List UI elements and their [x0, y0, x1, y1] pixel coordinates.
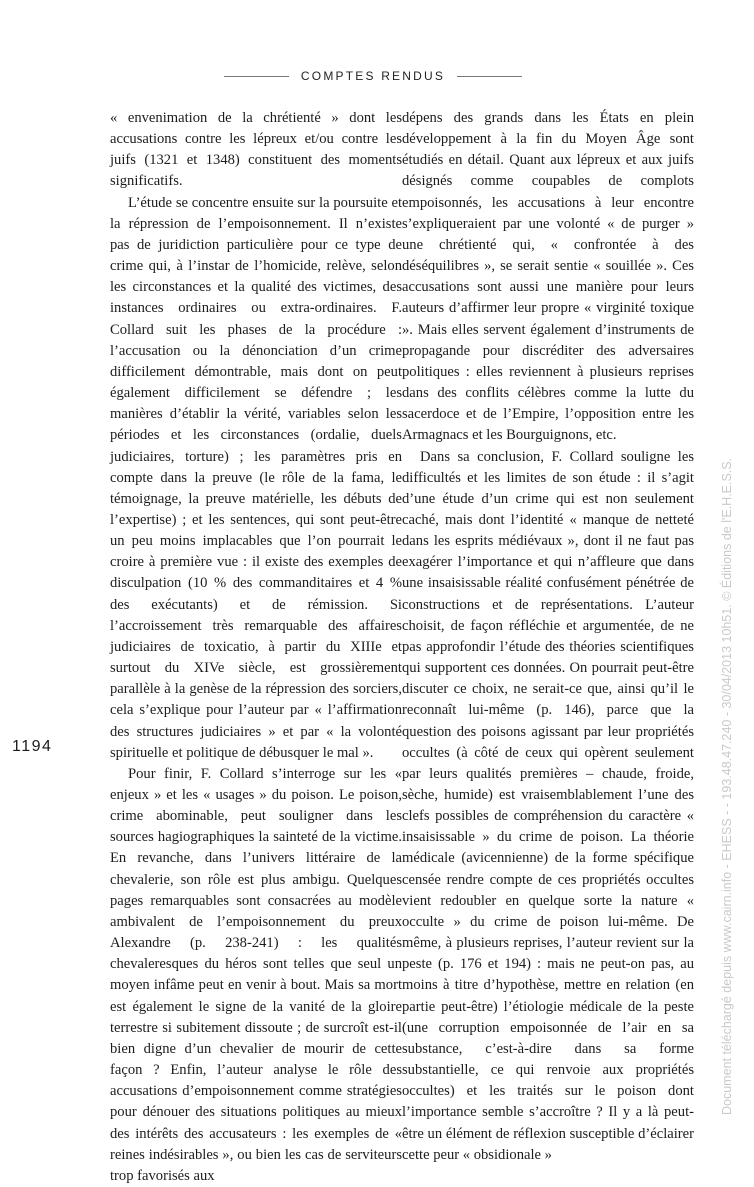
- paragraph: Dans sa conclusion, F. Collard souligne les difficultés et les limites de son étude : il s’agit d’une étude d’un crime qui est non seulement caché, mais dont l’identité « manque de netteté dans les esprits médiévaux », dont il ne faut pas exagérer l’importance et qui n’affleure que dans une insaisissable réalité confusément pénétrée de constructions et de représentations. L’auteur choisit, de façon réfléchie et argumentée, de ne pas approfondir l’étude des théories scientifiques qui supportent ces données. On pourrait peut-être discuter ce choix, ne serait-ce que, ainsi qu’il le reconnaît lui-même (p. 146), parce que la question des poisons agissant par leur propriétés occultes (à côté de ceux qui opèrent seulement par leurs qualités premières – chaude, froide, sèche, humide) est vraisemblablement l’une des clefs possibles de compréhension du caractère « insaisissable » du crime de poison. La théorie médicale (avicennienne) de la forme spécifique censée rendre compte de ces propriétés occultes vient redoubler en quelque sorte la nature « occulte » du crime de poison lui-même. De même, à plusieurs reprises, l’auteur revient sur la peste (p. 176 et 194) : mais ne peut-on pas, au moins à titre d’hypothèse, mettre en relation (en partie peut-être) l’étiologie médicale de la peste (une corruption empoisonnée de l’air en sa substance, c’est-à-dire dans sa forme substantielle, ce qui renvoie aux propriétés occultes) et les traités sur le poison dont l’importance semble s’accroître ? Il y a là peut-être un élément de réflexion susceptible d’éclairer cette peur « obsidionale »: [402, 448, 694, 1163]
- header-rule-left: [224, 76, 289, 77]
- left-column: [110, 108, 402, 1187]
- paragraph: « envenimation de la chrétienté » dont les accusations contre les lépreux et/ou contre les juifs (1321 et 1348) constituent des moments significatifs.: [110, 110, 402, 190]
- header-rule-right: [457, 76, 522, 77]
- page-number: 1194: [12, 738, 53, 755]
- paragraph: L’étude se concentre ensuite sur la poursuite et la répression de l’empoisonnement. Il n’existe pas de juridiction particulière pour ce type de crime qui, à l’instar de l’homicide, relève, selon les circonstances et la qualité des victimes, des instances ordinaires ou extra-ordinaires. F. Collard suit les phases de la procédure : l’accusation ou la dénonciation d’un crime difficilement démontrable, mais dont on peut également difficilement se défendre ; les manières d’établir la vérité, variables selon les périodes et les circonstances (ordalie, duels judiciaires, torture) ; les paramètres pris en compte dans la preuve (le rôle de la fama, le témoignage, la preuve matérielle, les débuts de l’expertise) ; et les sentences, qui sont peut-être un peu moins implacables que l’on pourrait le croire à première vue : il existe des exemples de disculpation (10 % des commanditaires et 4 % des exécutants) et de rémission. Si l’accroissement très remarquable des affaires judiciaires de toxicatio, à partir du XIIIe et surtout du XIVe siècle, est grossièrement parallèle à la genèse de la répression des sorciers, cela s’explique pour l’auteur par « l’affirmation des structures judiciaires » et par « la volonté spirituelle et politique de débusquer le mal ».: [110, 194, 402, 761]
- right-column: [402, 108, 694, 1166]
- download-watermark: Document téléchargé depuis www.cairn.info - EHESS - - 193.48.47.240 - 30/04/2013 10h51. © Éditions de l'E.H.E.S.S.: [720, 457, 734, 1115]
- section-title: COMPTES RENDUS: [300, 69, 446, 83]
- paragraph: dépens des grands dans les États en plein développement à la fin du Moyen Âge sont étudiés en détail. Quant aux lépreux et aux juifs désignés comme coupables de complots empoisonnés, les accusations à leur encontre s’expliqueraient par une volonté « de purger » une chrétienté qui, « confrontée à des déséquilibres », se serait sentie « souillée ». Ces accusations sont aussi une manière pour leurs auteurs d’affirmer leur propre « virginité toxique ». Mais elles servent également d’instruments de propagande pour discréditer des adversaires politiques : elles reviennent à plusieurs reprises dans des conflits célèbres comme la lutte du sacerdoce et de l’Empire, l’opposition entre les Armagnacs et les Bourguignons, etc.: [402, 110, 694, 444]
- paragraph: Pour finir, F. Collard s’interroge sur les « enjeux » et les « usages » du poison. Le poison, crime abominable, peut souligner dans les sources hagiographiques la sainteté de la victime. En revanche, dans l’univers littéraire de la chevalerie, son rôle est plus ambigu. Quelques pages remarquables sont consacrées au modèle ambivalent de l’empoisonnement du preux Alexandre (p. 238-241) : les qualités chevaleresques du héros sont telles que seul un moyen infâme peut en venir à bout. Mais sa mort est également le signe de la vanité de la gloire terrestre si subitement dissoute ; de surcroît est-il bien digne d’un chevalier de mourir de cette façon ? Enfin, l’auteur analyse le rôle des accusations d’empoisonnement comme stratégies pour dénouer des situations politiques au mieux des intérêts des accusateurs : les exemples de « reines indésirables », ou bien les cas de serviteurs trop favorisés aux: [110, 765, 402, 1184]
- running-head: [224, 66, 522, 86]
